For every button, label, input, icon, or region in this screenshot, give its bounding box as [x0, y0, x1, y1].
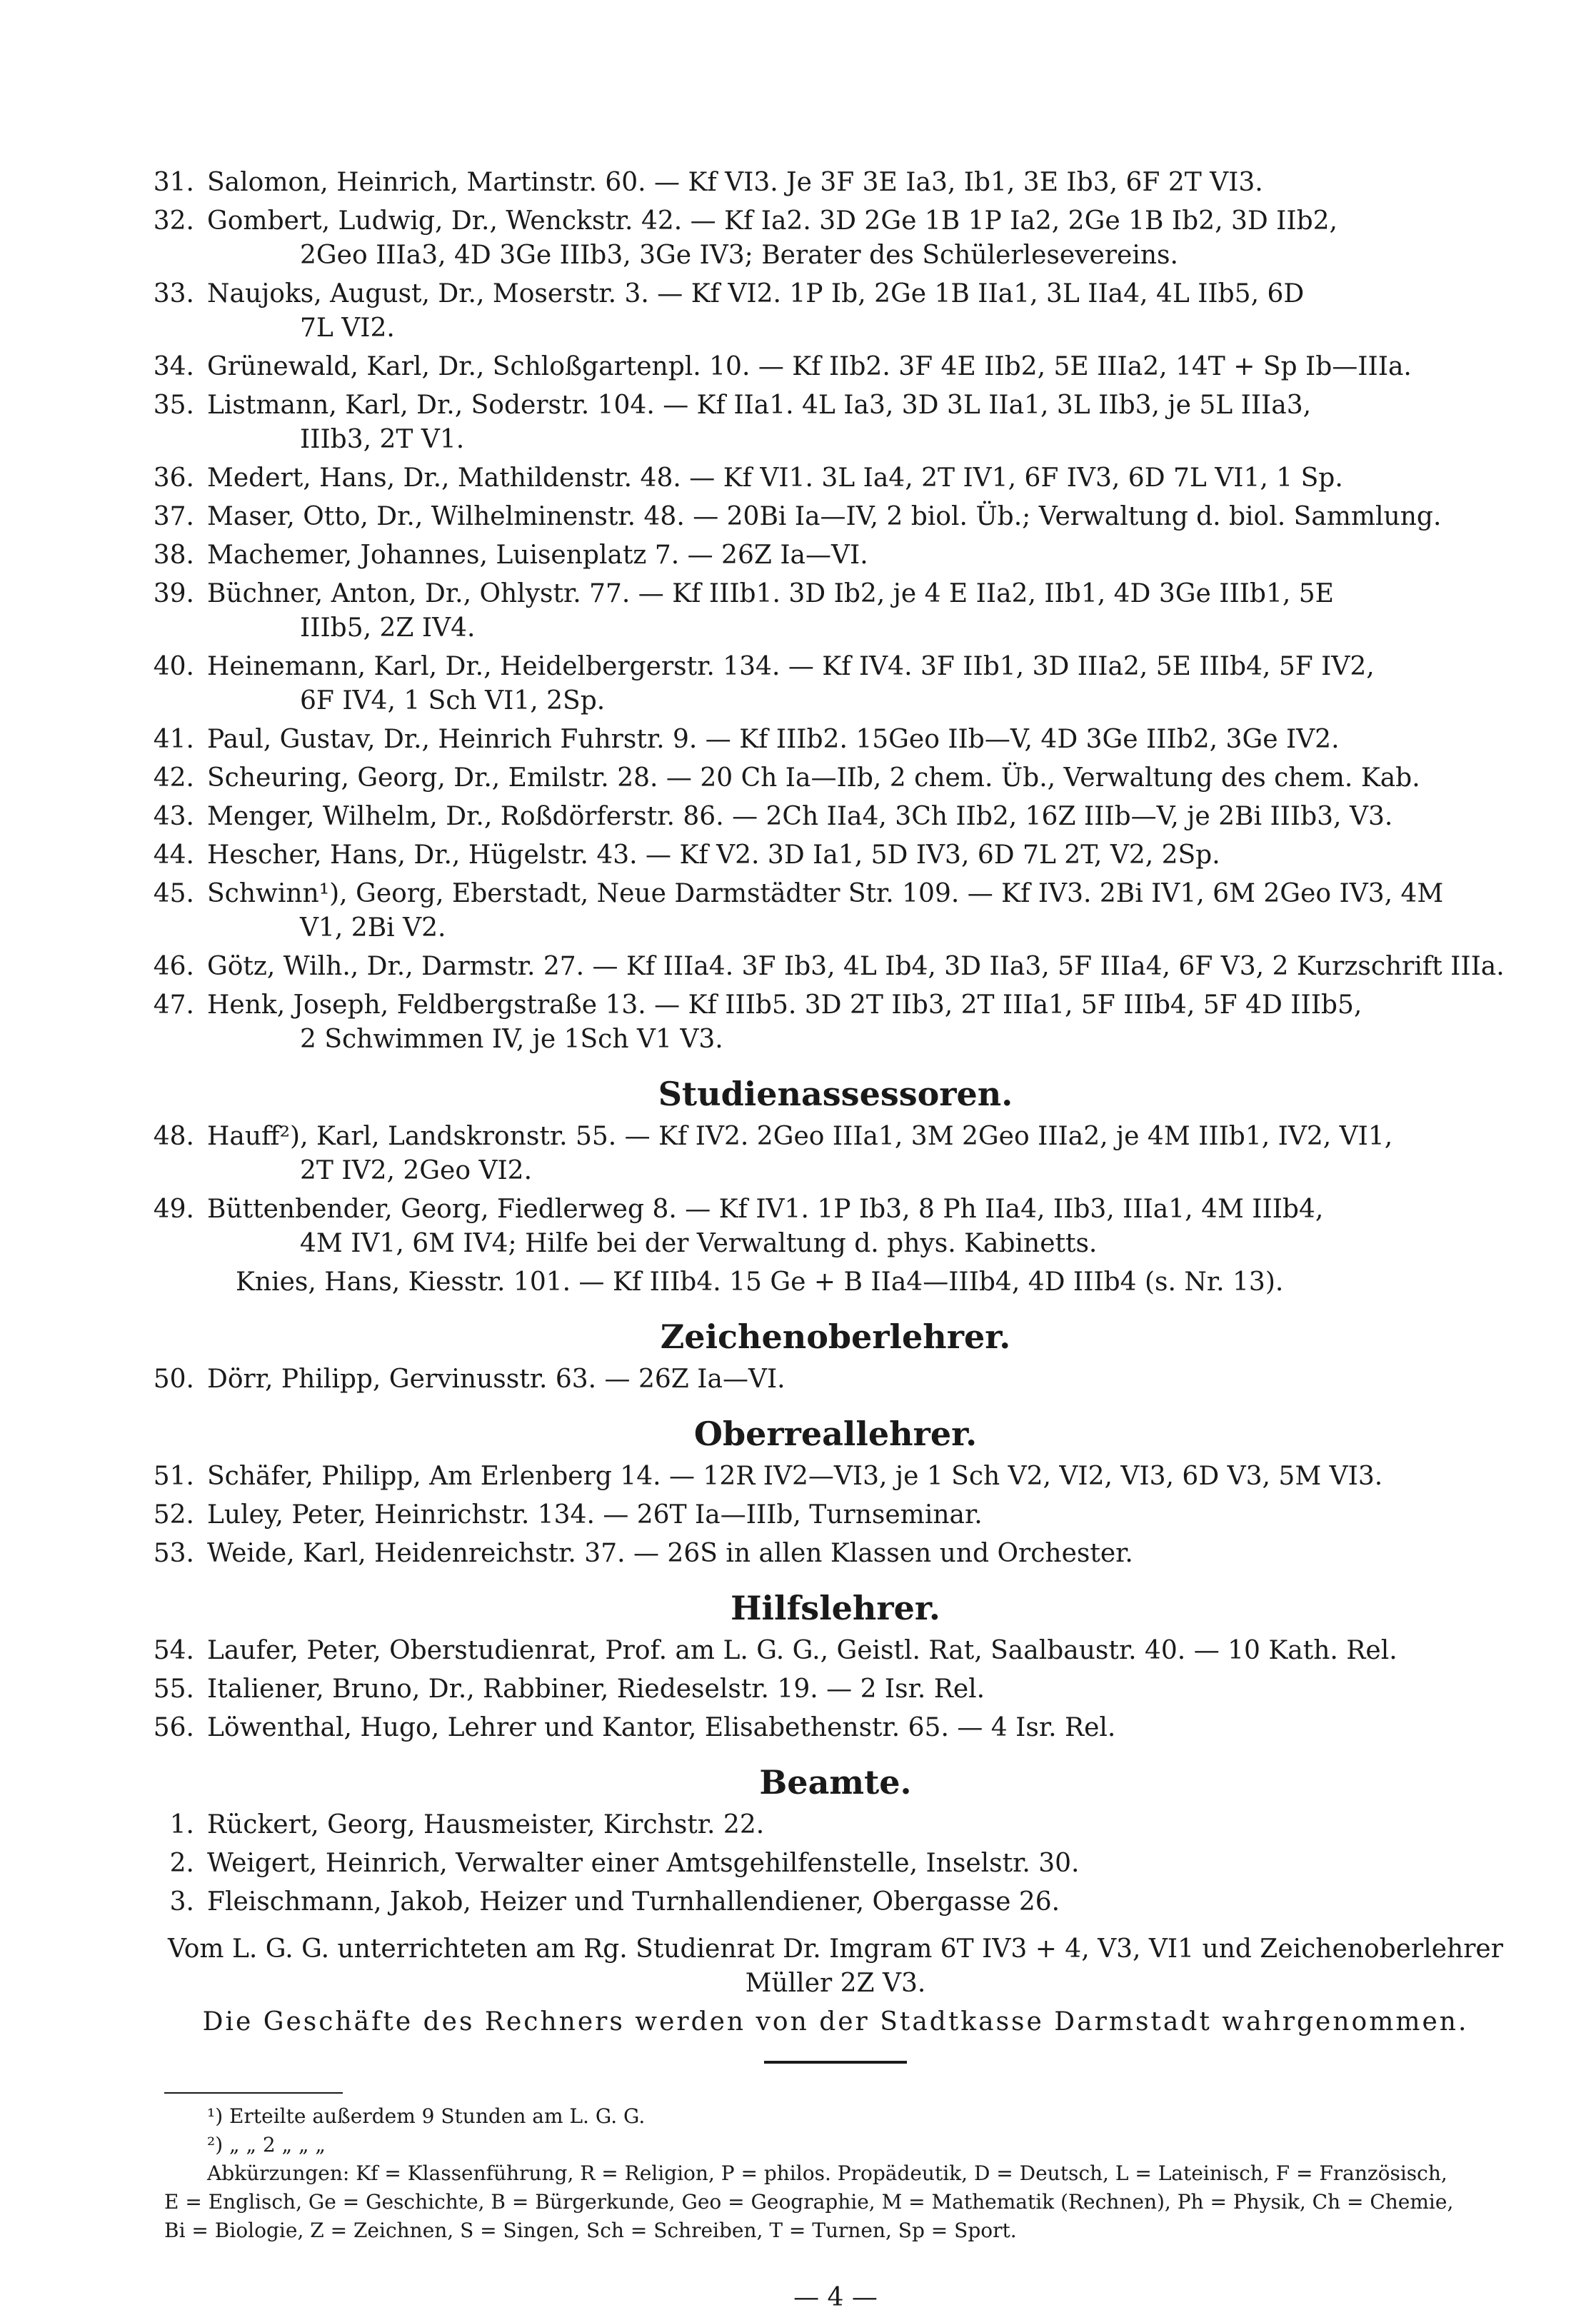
entry-line: Knies, Hans, Kiesstr. 101. — Kf IIIb4. 15 Ge + B IIa4—IIIb4, 4D IIIb4 (s. Nr. 13).	[236, 1267, 1284, 1297]
entry-line: Hauff²), Karl, Landskronstr. 55. — Kf IV2. 2Geo IIIa1, 3M 2Geo IIIa2, je 4M IIIb1, IV2, VI1,	[207, 1122, 1393, 1151]
list-item	[143, 538, 1528, 573]
abbreviations-line: E = Englisch, Ge = Geschichte, B = Bürgerkunde, Geo = Geographie, M = Mathematik (Rechnen), Ph = Physik, Ch = Chemie,	[164, 2190, 1454, 2214]
entry-line: Maser, Otto, Dr., Wilhelminenstr. 48. — 20Bi Ia—IV, 2 biol. Üb.; Verwaltung d. biol. Sammlung.	[207, 502, 1442, 531]
entry-line: Schwinn¹), Georg, Eberstadt, Neue Darmstädter Str. 109. — Kf IV3. 2Bi IV1, 6M 2Geo IV3, 4M	[207, 879, 1444, 908]
list-item	[143, 1634, 1528, 1668]
entry-number: 1.	[169, 1810, 194, 1839]
entry-number: 44.	[153, 840, 194, 870]
entry-line: Italiener, Bruno, Dr., Rabbiner, Riedeselstr. 19. — 2 Isr. Rel.	[207, 1674, 985, 1704]
entry-text	[207, 388, 1528, 457]
entry-text	[207, 577, 1528, 646]
entry-line: Gombert, Ludwig, Dr., Wenckstr. 42. — Kf Ia2. 3D 2Ge 1B 1P Ia2, 2Ge 1B Ib2, 3D IIb2,	[207, 206, 1337, 236]
entry-line: 2Geo IIIa3, 4D 3Ge IIIb3, 3Ge IV3; Berater des Schülerlesevereins.	[300, 241, 1178, 270]
entry-number: 39.	[153, 579, 194, 608]
entry-number: 33.	[153, 279, 194, 308]
entry-text	[207, 761, 1528, 795]
entry-text	[207, 800, 1528, 834]
entry-text	[207, 1192, 1528, 1261]
abbreviations-line: Bi = Biologie, Z = Zeichnen, S = Singen, Sch = Schreiben, T = Turnen, Sp = Sport.	[164, 2219, 1017, 2242]
entry-number: 43.	[153, 802, 194, 831]
entry-text	[207, 950, 1528, 984]
entry-line: Luley, Peter, Heinrichstr. 134. — 26T Ia—IIIb, Turnseminar.	[207, 1500, 983, 1530]
entry-line: Hescher, Hans, Dr., Hügelstr. 43. — Kf V2. 3D Ia1, 5D IV3, 6D 7L 2T, V2, 2Sp.	[207, 840, 1220, 870]
entry-text	[207, 1362, 1528, 1397]
list-item	[143, 1808, 1528, 1842]
entry-text	[207, 204, 1528, 273]
entry-number: 56.	[153, 1713, 194, 1742]
abbreviations	[164, 2159, 1528, 2245]
entry-text	[207, 877, 1528, 945]
entry-number: 51.	[153, 1462, 194, 1491]
list-item	[143, 1265, 1528, 1300]
entry-text	[207, 1460, 1528, 1494]
entry-line: Büchner, Anton, Dr., Ohlystr. 77. — Kf IIIb1. 3D Ib2, je 4 E IIa2, IIb1, 4D 3Ge IIIb1, 5E	[207, 579, 1334, 608]
entry-number: 49.	[153, 1195, 194, 1224]
staff-list-beamte	[143, 1808, 1528, 1919]
entry-text	[207, 1808, 1528, 1842]
entry-number: 53.	[153, 1539, 194, 1568]
entry-line: Machemer, Johannes, Luisenplatz 7. — 26Z Ia—VI.	[207, 541, 868, 570]
entry-line: Listmann, Karl, Dr., Soderstr. 104. — Kf IIa1. 4L Ia3, 3D 3L IIa1, 3L IIb3, je 5L IIIa3,	[207, 391, 1312, 420]
divider-rule	[764, 2061, 907, 2064]
list-item	[143, 1192, 1528, 1261]
teaching-note-line: Müller 2Z V3.	[745, 1969, 926, 1998]
entry-number: 42.	[153, 763, 194, 793]
entry-line: 4M IV1, 6M IV4; Hilfe bei der Verwaltung d. phys. Kabinetts.	[300, 1229, 1098, 1258]
teacher-list-hilfs	[143, 1634, 1528, 1745]
entry-line: IIIb3, 2T V1.	[300, 425, 465, 454]
entry-line: IIIb5, 2Z IV4.	[300, 613, 476, 643]
entry-number: 41.	[153, 725, 194, 754]
entry-line: 7L VI2.	[300, 313, 395, 343]
footnote-rule	[164, 2092, 343, 2094]
entry-line: Löwenthal, Hugo, Lehrer und Kantor, Elisabethenstr. 65. — 4 Isr. Rel.	[207, 1713, 1116, 1742]
entry-number: 45.	[153, 879, 194, 908]
entry-number: 46.	[153, 952, 194, 981]
entry-line: Heinemann, Karl, Dr., Heidelbergerstr. 134. — Kf IV4. 3F IIb1, 3D IIIa2, 5E IIIb4, 5F IV2,	[207, 652, 1375, 681]
entry-line: Paul, Gustav, Dr., Heinrich Fuhrstr. 9. — Kf IIIb2. 15Geo IIb—V, 4D 3Ge IIIb2, 3Ge IV2.	[207, 725, 1340, 754]
list-item	[143, 1672, 1528, 1707]
entry-text	[207, 166, 1528, 200]
section-heading-zeichenoberlehrer: Zeichenoberlehrer.	[660, 1317, 1011, 1356]
entry-line: Büttenbender, Georg, Fiedlerweg 8. — Kf IV1. 1P Ib3, 8 Ph IIa4, IIb3, IIIa1, 4M IIIb4,	[207, 1195, 1324, 1224]
entry-number: 40.	[153, 652, 194, 681]
entry-text	[207, 650, 1528, 718]
section-heading-studienassessoren: Studienassessoren.	[658, 1075, 1013, 1113]
entry-text	[207, 1672, 1528, 1707]
list-item	[143, 1711, 1528, 1745]
entry-line: V1, 2Bi V2.	[300, 913, 446, 943]
entry-line: Götz, Wilh., Dr., Darmstr. 27. — Kf IIIa4. 3F Ib3, 4L Ib4, 3D IIa3, 5F IIIa4, 6F V3, 2 Kurzschrift IIIa.	[207, 952, 1505, 981]
entry-number: 3.	[169, 1887, 194, 1917]
document-content	[143, 166, 1528, 2315]
section-heading-beamte: Beamte.	[759, 1763, 912, 1802]
list-item	[143, 1537, 1528, 1571]
list-item	[143, 166, 1528, 200]
teacher-list-oberlehrer	[143, 166, 1528, 1057]
section-heading-hilfslehrer: Hilfslehrer.	[731, 1589, 940, 1627]
entry-number: 37.	[153, 502, 194, 531]
teaching-note	[143, 1932, 1528, 2001]
list-item	[143, 1498, 1528, 1532]
list-item	[143, 1885, 1528, 1919]
entry-number: 31.	[153, 168, 194, 197]
entry-number: 38.	[153, 541, 194, 570]
list-item	[143, 650, 1528, 718]
list-item	[143, 577, 1528, 646]
list-item	[143, 723, 1528, 757]
list-item	[143, 1460, 1528, 1494]
entry-number: 52.	[153, 1500, 194, 1530]
list-item	[143, 204, 1528, 273]
entry-number: 34.	[153, 352, 194, 381]
entry-line: 2 Schwimmen IV, je 1Sch V1 V3.	[300, 1025, 723, 1054]
entry-line: Rückert, Georg, Hausmeister, Kirchstr. 22.	[207, 1810, 765, 1839]
rechner-note: Die Geschäfte des Rechners werden von der Stadtkasse Darmstadt wahrgenommen.	[202, 2007, 1469, 2037]
entry-line: 6F IV4, 1 Sch VI1, 2Sp.	[300, 686, 606, 715]
entry-text	[207, 988, 1528, 1057]
list-item	[143, 761, 1528, 795]
list-item	[143, 1362, 1528, 1397]
list-item	[143, 877, 1528, 945]
entry-text	[207, 277, 1528, 346]
entry-line: Laufer, Peter, Oberstudienrat, Prof. am L. G. G., Geistl. Rat, Saalbaustr. 40. — 10 Kath. Rel.	[207, 1636, 1397, 1665]
list-item	[143, 277, 1528, 346]
entry-number: 54.	[153, 1636, 194, 1665]
list-item	[143, 1120, 1528, 1188]
entry-text	[207, 500, 1528, 534]
entry-text	[207, 1885, 1528, 1919]
entry-number: 48.	[153, 1122, 194, 1151]
list-item	[143, 500, 1528, 534]
entry-text	[207, 723, 1528, 757]
teaching-note-line: Vom L. G. G. unterrichteten am Rg. Studienrat Dr. Imgram 6T IV3 + 4, V3, VI1 und Zeichenoberlehrer	[168, 1934, 1503, 1964]
entry-text	[207, 1537, 1528, 1571]
entry-line: 2T IV2, 2Geo VI2.	[300, 1156, 533, 1185]
entry-line: Salomon, Heinrich, Martinstr. 60. — Kf VI3. Je 3F 3E Ia3, Ib1, 3E Ib3, 6F 2T VI3.	[207, 168, 1263, 197]
entry-text	[207, 1634, 1528, 1668]
page-number: — 4 —	[793, 2283, 878, 2312]
entry-text	[207, 1498, 1528, 1532]
entry-line: Dörr, Philipp, Gervinusstr. 63. — 26Z Ia—VI.	[207, 1365, 786, 1394]
entry-line: Scheuring, Georg, Dr., Emilstr. 28. — 20 Ch Ia—IIb, 2 chem. Üb., Verwaltung des chem. Kab.	[207, 763, 1420, 793]
section-heading-oberreallehrer: Oberreallehrer.	[693, 1415, 978, 1453]
entry-line: Grünewald, Karl, Dr., Schloßgartenpl. 10. — Kf IIb2. 3F 4E IIb2, 5E IIIa2, 14T + Sp Ib—IIIa.	[207, 352, 1412, 381]
entry-text	[207, 838, 1528, 873]
entry-text	[207, 1847, 1528, 1881]
entry-number: 55.	[153, 1674, 194, 1704]
entry-number: 36.	[153, 463, 194, 493]
teacher-list-oberreal	[143, 1460, 1528, 1571]
entry-text	[207, 538, 1528, 573]
abbreviations-line: Abkürzungen: Kf = Klassenführung, R = Religion, P = philos. Propädeutik, D = Deutsch, L = Lateinisch, F = Französisch,	[207, 2161, 1447, 2185]
entry-number: 47.	[153, 990, 194, 1020]
entry-number: 50.	[153, 1365, 194, 1394]
footnotes	[143, 2102, 1528, 2245]
teacher-list-zeichen	[143, 1362, 1528, 1397]
entry-number: 2.	[169, 1849, 194, 1878]
entry-text	[207, 1711, 1528, 1745]
entry-line: Naujoks, August, Dr., Moserstr. 3. — Kf VI2. 1P Ib, 2Ge 1B IIa1, 3L IIa4, 4L IIb5, 6D	[207, 279, 1305, 308]
list-item	[143, 988, 1528, 1057]
teacher-list-assessoren	[143, 1120, 1528, 1300]
entry-line: Henk, Joseph, Feldbergstraße 13. — Kf IIIb5. 3D 2T IIb3, 2T IIIa1, 5F IIIb4, 5F 4D IIIb5,	[207, 990, 1362, 1020]
list-item	[143, 350, 1528, 384]
entry-line: Medert, Hans, Dr., Mathildenstr. 48. — Kf VI1. 3L Ia4, 2T IV1, 6F IV3, 6D 7L VI1, 1 Sp.	[207, 463, 1343, 493]
list-item	[143, 800, 1528, 834]
entry-number: 35.	[153, 391, 194, 420]
entry-text	[207, 1120, 1528, 1188]
list-item	[143, 838, 1528, 873]
list-item	[143, 1847, 1528, 1881]
entry-text	[207, 461, 1528, 496]
footnote-1: ¹) Erteilte außerdem 9 Stunden am L. G. G.	[207, 2104, 646, 2128]
list-item	[143, 388, 1528, 457]
entry-line: Schäfer, Philipp, Am Erlenberg 14. — 12R IV2—VI3, je 1 Sch V2, VI2, VI3, 6D V3, 5M VI3.	[207, 1462, 1383, 1491]
entry-text	[143, 1265, 1528, 1300]
list-item	[143, 950, 1528, 984]
entry-text	[207, 350, 1528, 384]
entry-line: Menger, Wilhelm, Dr., Roßdörferstr. 86. — 2Ch IIa4, 3Ch IIb2, 16Z IIIb—V, je 2Bi IIIb3, V3.	[207, 802, 1393, 831]
entry-line: Fleischmann, Jakob, Heizer und Turnhallendiener, Obergasse 26.	[207, 1887, 1060, 1917]
entry-number: 32.	[153, 206, 194, 236]
list-item	[143, 461, 1528, 496]
footnote-2: ²) „ „ 2 „ „ „	[207, 2133, 326, 2156]
entry-line: Weigert, Heinrich, Verwalter einer Amtsgehilfenstelle, Inselstr. 30.	[207, 1849, 1080, 1878]
entry-line: Weide, Karl, Heidenreichstr. 37. — 26S in allen Klassen und Orchester.	[207, 1539, 1133, 1568]
